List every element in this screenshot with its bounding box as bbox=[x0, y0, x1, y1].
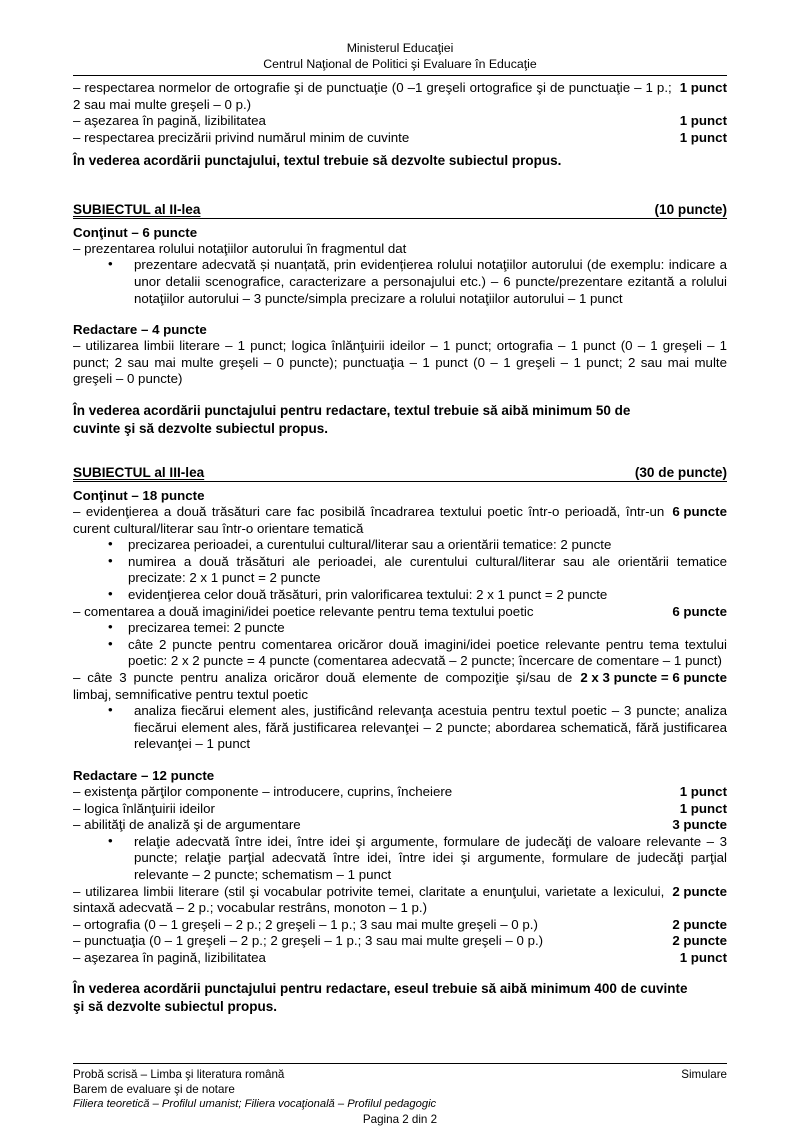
subject-3-bullet bbox=[108, 554, 727, 587]
document-content bbox=[73, 0, 727, 1015]
subject-3-bullet bbox=[108, 637, 727, 670]
redactare-score: 3 puncte bbox=[672, 817, 727, 833]
subject-3-note-line1: În vederea acordării punctajului pentru redactare, eseul trebuie să aibă minimum 400 de cuvinte bbox=[73, 981, 688, 997]
redactare-score: 1 punct bbox=[679, 949, 727, 965]
bullet-icon: • bbox=[108, 635, 113, 651]
subject-3-name: SUBIECTUL al III-lea bbox=[73, 465, 205, 481]
bullet-text: prezentare adecvată și nuanțată, prin evidențierea rolului notaţiilor autorului (de exemplu: indicare a unor detalii scenografice, caracterizare a personajului etc.) – 6 puncte/prezentare ezitantă a rolului notaţiilor autorului – 3 puncte/simpla precizare a rolului notaţiilor autorului – 1 punct bbox=[134, 257, 727, 306]
criteria-row bbox=[73, 113, 727, 130]
criteria-score: 1 punct bbox=[679, 80, 727, 95]
redactare-row bbox=[73, 784, 727, 801]
dash-score: 2 x 3 puncte = 6 puncte bbox=[580, 669, 727, 685]
redactare-row bbox=[73, 801, 727, 818]
bullet-icon: • bbox=[108, 619, 113, 635]
dash-text: – câte 3 puncte pentru analiza oricăror două elemente de compoziţie şi/sau de limbaj, semnificative pentru textul poetic bbox=[73, 669, 573, 702]
subject-2-continut-title: Conţinut – 6 puncte bbox=[73, 224, 198, 240]
subject-3-redactare-title: Redactare – 12 puncte bbox=[73, 767, 215, 783]
bullet-text: relaţie adecvată între idei, între idei şi argumente, formulare de judecăţi de valoare relevante – 3 puncte; relaţie parţial adecvată între idei, între idei şi argumente, formulare de judecăţi parţial relevante – 2 puncte; schematism – 1 punct bbox=[134, 833, 727, 882]
dash-score: 6 puncte bbox=[672, 603, 727, 619]
subject-2-note-line2: cuvinte şi să dezvolte subiectul propus. bbox=[73, 420, 329, 436]
document-header bbox=[73, 0, 727, 72]
subject-2-dash-item: – prezentarea rolului notaţiilor autorului în fragmentul dat bbox=[73, 240, 407, 256]
redactare-text: – existenţa părţilor componente – introducere, cuprins, încheiere bbox=[73, 783, 453, 799]
bullet-text: evidenţierea celor două trăsături, prin valorificarea textului: 2 x 1 punct = 2 puncte bbox=[128, 587, 608, 602]
top-criteria-block bbox=[73, 80, 727, 146]
subject-2-redactare-title: Redactare – 4 puncte bbox=[73, 322, 207, 338]
bullet-icon: • bbox=[108, 552, 113, 568]
redactare-text: – punctuaţia (0 – 1 greşeli – 2 p.; 2 greşeli – 1 p.; 3 sau mai multe greşeli – 0 p.) bbox=[73, 933, 544, 949]
redactare-row bbox=[73, 933, 727, 950]
redactare-row bbox=[73, 817, 727, 834]
redactare-text: – logica înlănţuirii ideilor bbox=[73, 800, 215, 816]
footer-line-1 bbox=[73, 1067, 727, 1082]
redactare-text: – utilizarea limbii literare (stil şi vocabular potrivite temei, claritate a enunţului, varietate a lexicului, sintaxă adecvată – 2 p.; vocabular restrâns, monoton – 1 p.) bbox=[73, 883, 665, 916]
footer-exam-name: Probă scrisă – Limba şi literatura română bbox=[73, 1068, 285, 1081]
criteria-row bbox=[73, 80, 727, 113]
dash-score: 6 puncte bbox=[672, 504, 727, 520]
top-criteria-note: În vederea acordării punctajului, textul trebuie să dezvolte subiectul propus. bbox=[73, 153, 562, 169]
redactare-score: 1 punct bbox=[679, 783, 727, 799]
criteria-score: 1 punct bbox=[679, 129, 727, 145]
subject-3-continut-title: Conţinut – 18 puncte bbox=[73, 488, 205, 504]
bullet-icon: • bbox=[108, 702, 113, 718]
bullet-icon: • bbox=[108, 256, 113, 272]
redactare-score: 2 puncte bbox=[672, 916, 727, 932]
criteria-row bbox=[73, 130, 727, 147]
footer-filiera: Filiera teoretică – Profilul umanist; Filiera vocaţională – Profilul pedagogic bbox=[73, 1098, 437, 1110]
redactare-score: 2 puncte bbox=[672, 883, 727, 899]
subject-2-points: (10 puncte) bbox=[654, 201, 727, 217]
footer-barem: Barem de evaluare şi de notare bbox=[73, 1083, 235, 1096]
header-ministry: Ministerul Educaţiei bbox=[346, 41, 454, 55]
subject-3-points: (30 de puncte) bbox=[634, 465, 727, 481]
header-center: Centrul Naţional de Politici şi Evaluare în Educaţie bbox=[263, 56, 537, 71]
dash-text: – comentarea a două imagini/idei poetice relevante pentru tema textului poetic bbox=[73, 603, 534, 619]
bullet-icon: • bbox=[108, 536, 113, 552]
redactare-row bbox=[73, 950, 727, 967]
bullet-text: numirea a două trăsături ale perioadei, ale curentului cultural/literar sau ale orientării tematice precizate: 2 x 1 punct = 2 puncte bbox=[128, 553, 727, 586]
footer-divider bbox=[73, 1063, 727, 1064]
criteria-text: – respectarea precizării privind numărul minim de cuvinte bbox=[73, 129, 410, 145]
subject-3-bullet bbox=[108, 620, 727, 637]
subject-heading-2 bbox=[73, 202, 727, 219]
dash-text: – evidenţierea a două trăsături care fac posibilă încadrarea textului poetic într-o perioadă, într-un curent cultural/literar sau într-o orientare tematică bbox=[73, 504, 665, 536]
subject-2-redactare-text: – utilizarea limbii literare – 1 punct; logica înlănţuirii ideilor – 1 punct; ortografia – 1 punct (0 – 1 greşeli – 1 punct; 2 sau mai multe greşeli – 0 puncte); punctuaţia – 1 punct (0 – 1 greşeli – 1 punct; 2 sau mai multe greşeli – 0 puncte) bbox=[73, 338, 727, 387]
subject-3-bullet bbox=[108, 703, 727, 753]
document-footer bbox=[73, 1063, 727, 1127]
footer-session: Simulare bbox=[681, 1068, 727, 1081]
criteria-text: – aşezarea în pagină, lizibilitatea bbox=[73, 113, 266, 129]
redactare-text: – abilităţi de analiză şi de argumentare bbox=[73, 817, 301, 833]
subject-heading-3 bbox=[73, 465, 727, 482]
redactare-score: 1 punct bbox=[679, 800, 727, 816]
redactare-text: – aşezarea în pagină, lizibilitatea bbox=[73, 949, 266, 965]
subject-3-bullet bbox=[108, 537, 727, 554]
redactare-row bbox=[73, 917, 727, 934]
bullet-icon: • bbox=[108, 832, 113, 848]
redactare-score: 2 puncte bbox=[672, 933, 727, 949]
subject-3-dash-row bbox=[73, 504, 727, 537]
subject-3-dash-row bbox=[73, 670, 727, 703]
subject-2-name: SUBIECTUL al II-lea bbox=[73, 201, 201, 217]
bullet-text: precizarea perioadei, a curentului cultural/literar sau a orientării tematice: 2 puncte bbox=[128, 537, 612, 553]
subject-3-note-line2: şi să dezvolte subiectul propus. bbox=[73, 998, 278, 1014]
criteria-text: – respectarea normelor de ortografie şi de punctuaţie (0 –1 greşeli ortografice şi de punctuaţie – 1 p.; 2 sau mai multe greşeli – 0 p.) bbox=[73, 80, 672, 112]
criteria-score: 1 punct bbox=[679, 113, 727, 129]
footer-page-number: Pagina 2 din 2 bbox=[362, 1113, 438, 1126]
subject-2-bullet bbox=[108, 257, 727, 307]
bullet-icon: • bbox=[108, 586, 113, 601]
subject-3-dash-row bbox=[73, 604, 727, 621]
bullet-text: precizarea temei: 2 puncte bbox=[128, 620, 285, 636]
redactare-row bbox=[73, 884, 727, 917]
redactare-bullet bbox=[108, 834, 727, 884]
bullet-text: câte 2 puncte pentru comentarea oricăror două imagini/idei poetice relevante pentru tema textului poetic: 2 x 2 puncte = 4 puncte (comentarea adecvată – 2 puncte; încercare de comentare – 1 punct) bbox=[128, 636, 727, 669]
redactare-text: – ortografia (0 – 1 greşeli – 2 p.; 2 greşeli – 1 p.; 3 sau mai multe greşeli – 0 p.) bbox=[73, 916, 538, 932]
bullet-text: analiza fiecărui element ales, justificând relevanţa acestuia pentru textul poetic – 3 puncte; analiza fiecărui element ales, fără justificarea relevanţei – 2 puncte; abordarea schematică, fără justificarea relevanţei – 1 punct bbox=[134, 703, 727, 752]
header-divider bbox=[73, 75, 727, 76]
subject-2-note-line1: În vederea acordării punctajului pentru redactare, textul trebuie să aibă minimum 50 de bbox=[73, 403, 631, 419]
subject-3-bullet bbox=[108, 587, 727, 604]
